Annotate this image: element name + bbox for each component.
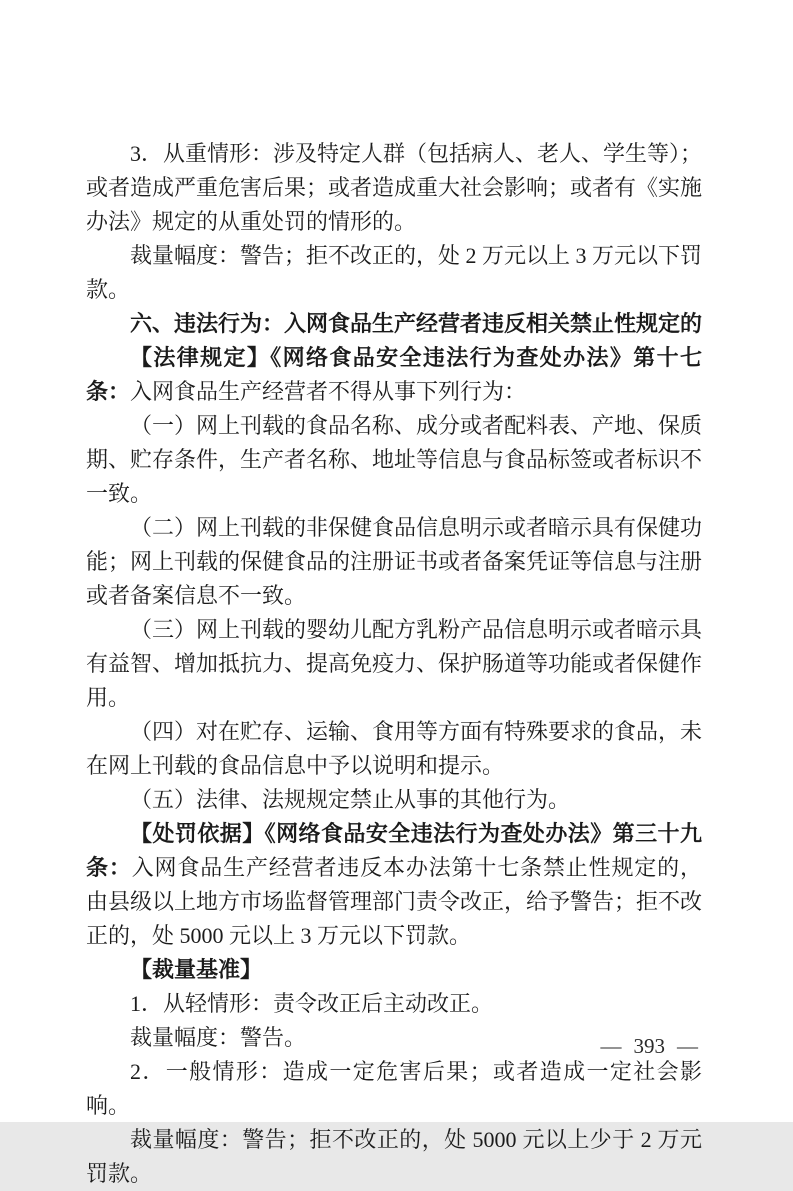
penalty-basis-text: 入网食品生产经营者违反本办法第十七条禁止性规定的，由县级以上地方市场监督管理部门责令改正，给予警告；拒不改正的，处 5000 元以上 3 万元以下罚款。 (86, 855, 703, 948)
page-footer (86, 1031, 698, 1061)
paragraph-aggravating-circumstance: 3．从重情形：涉及特定人群（包括病人、老人、学生等）；或者造成严重危害后果；或者造成重大社会影响；或者有《实施办法》规定的从重处罚的情形的。 (86, 141, 703, 234)
clause-item-1: （一）网上刊载的食品名称、成分或者配料表、产地、保质期、贮存条件，生产者名称、地址等信息与食品标签或者标识不一致。 (86, 413, 703, 506)
paragraph-legal-basis (86, 341, 702, 409)
benchmark-situation-2: 2．一般情形：造成一定危害后果；或者造成一定社会影响。 (86, 1059, 702, 1118)
benchmark-range-1: 裁量幅度：警告。 (130, 1025, 307, 1050)
clause-item-5: （五）法律、法规规定禁止从事的其他行为。 (130, 787, 571, 812)
footer-dash-left: — (600, 1034, 622, 1058)
paragraph-discretion-range-aggravating: 裁量幅度：警告；拒不改正的，处 2 万元以上 3 万元以下罚款。 (86, 243, 703, 302)
benchmark-situation-1: 1．从轻情形：责令改正后主动改正。 (130, 991, 494, 1016)
footer-dash-right: — (677, 1034, 698, 1058)
legal-basis-text: 入网食品生产经营者不得从事下列行为： (130, 379, 527, 404)
clause-item-2: （二）网上刊载的非保健食品信息明示或者暗示具有保健功能；网上刊载的保健食品的注册证书或者备案凭证等信息与注册或者备案信息不一致。 (86, 515, 703, 608)
legal-basis-label: 【法律规定】《网络食品安全违法行为查处办法》第十七条： (86, 345, 702, 404)
benchmark-range-2: 裁量幅度：警告；拒不改正的，处 5000 元以上少于 2 万元罚款。 (86, 1127, 702, 1186)
paragraph-penalty-basis (86, 817, 702, 953)
clause-item-4: （四）对在贮存、运输、食用等方面有特殊要求的食品，未在网上刊载的食品信息中予以说明和提示。 (86, 719, 703, 778)
penalty-basis-label: 【处罚依据】《网络食品安全违法行为查处办法》第三十九条： (86, 821, 702, 880)
clause-item-3: （三）网上刊载的婴幼儿配方乳粉产品信息明示或者暗示具有益智、增加抵抗力、提高免疫力、保护肠道等功能或者保健作用。 (86, 617, 703, 710)
section-heading-violation-6: 六、违法行为：入网食品生产经营者违反相关禁止性规定的 (130, 311, 703, 336)
page-number: 393 (633, 1034, 665, 1058)
heading-discretion-benchmark: 【裁量基准】 (130, 957, 263, 982)
